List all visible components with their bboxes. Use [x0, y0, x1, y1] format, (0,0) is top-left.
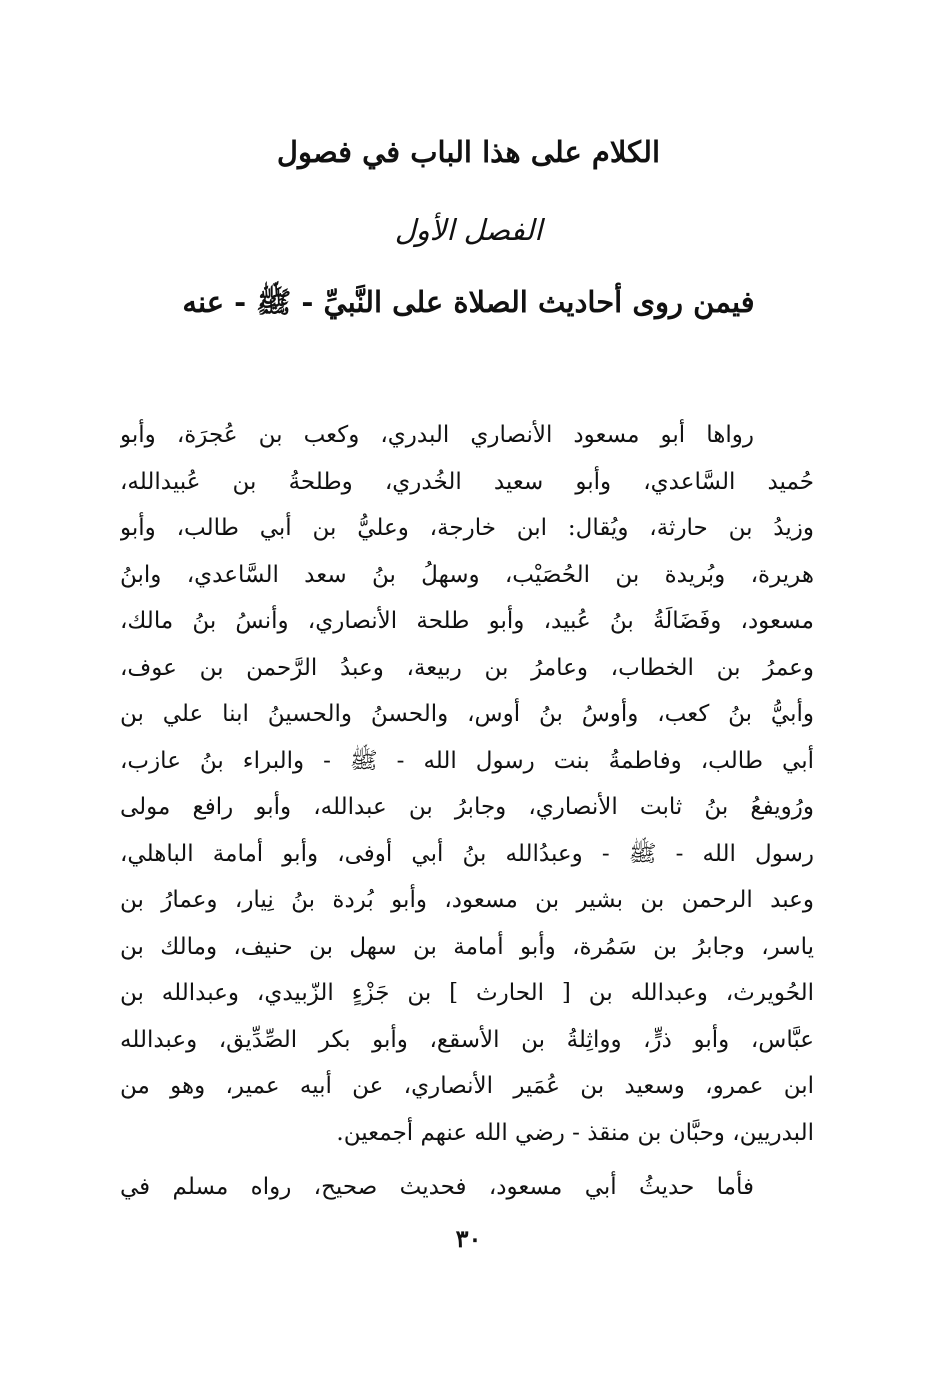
chapter-title: الكلام على هذا الباب في فصول — [276, 135, 661, 169]
text-line: الحُويرث، وعبدالله بن [ الحارث ] بن جَزْءٍ الزّبيدي، وعبدالله بن — [120, 980, 814, 1006]
section-subtitle: فيمن روى أحاديث الصلاة على النَّبيِّ - ﷺ - عنه — [182, 285, 755, 319]
text-line: ياسر، وجابرُ بن سَمُرة، وأبو أمامة بن سهل بن حنيف، ومالك بن — [120, 933, 814, 960]
paragraph-2 — [120, 1164, 814, 1211]
text-line: وعبد الرحمن بن بشير بن مسعود، وأبو بُردة بنُ نِيار، وعمارُ بن — [120, 887, 814, 913]
text-line: فأما حديثُ أبي مسعود، فحديث صحيح، رواه مسلم في — [120, 1174, 754, 1200]
text-line: رسول الله - ﷺ - وعبدُالله بنُ أبي أوفى، وأبو أمامة الباهلي، — [120, 840, 814, 867]
text-line: حُميد السَّاعدي، وأبو سعيد الخُدري، وطلحةُ بن عُبيدالله، — [120, 468, 814, 495]
text-line: وعمرُ بن الخطاب، وعامرُ بن ربيعة، وعبدُ الرَّحمن بن عوف، — [120, 654, 814, 681]
section-label: الفصل الأول — [394, 213, 543, 247]
text-line: وزيدُ بن حارثة، ويُقال: ابن خارجة، وعليُّ بن أبي طالب، وأبو — [120, 515, 814, 541]
text-line: وأبيُّ بنُ كعب، وأوسُ بنُ أوس، والحسنُ والحسينُ ابنا علي بن — [120, 701, 814, 727]
text-line: ورُويفعُ بنُ ثابت الأنصاري، وجابرُ بن عبدالله، وأبو رافع مولى — [120, 794, 814, 820]
page-number: ٣٠ — [455, 1224, 482, 1253]
text-line: مسعود، وفَضَالَةُ بنُ عُبيد، وأبو طلحة الأنصاري، وأنسُ بنُ مالك، — [120, 608, 814, 634]
text-line: هريرة، وبُريدة بن الحُصَيْب، وسهلُ بنُ سعد السَّاعدي، وابنُ — [120, 561, 814, 588]
text-line: عبَّاس، وأبو ذرٍّ، وواثِلةُ بن الأسقع، وأبو بكر الصِّدِّيق، وعبدالله — [120, 1026, 814, 1053]
text-line: رواها أبو مسعود الأنصاري البدري، وكعب بن عُجرَة، وأبو — [120, 422, 754, 448]
paragraph-1 — [120, 412, 814, 1156]
text-line: أبي طالب، وفاطمةُ بنت رسول الله - ﷺ - والبراء بنُ عازب، — [120, 747, 814, 774]
text-line: ابن عمرو، وسعيد بن عُمَير الأنصاري، عن أبيه عمير، وهو من — [120, 1073, 814, 1099]
text-line: البدريين، وحبَّان بن منقذ - رضي الله عنهم أجمعين. — [336, 1119, 814, 1146]
